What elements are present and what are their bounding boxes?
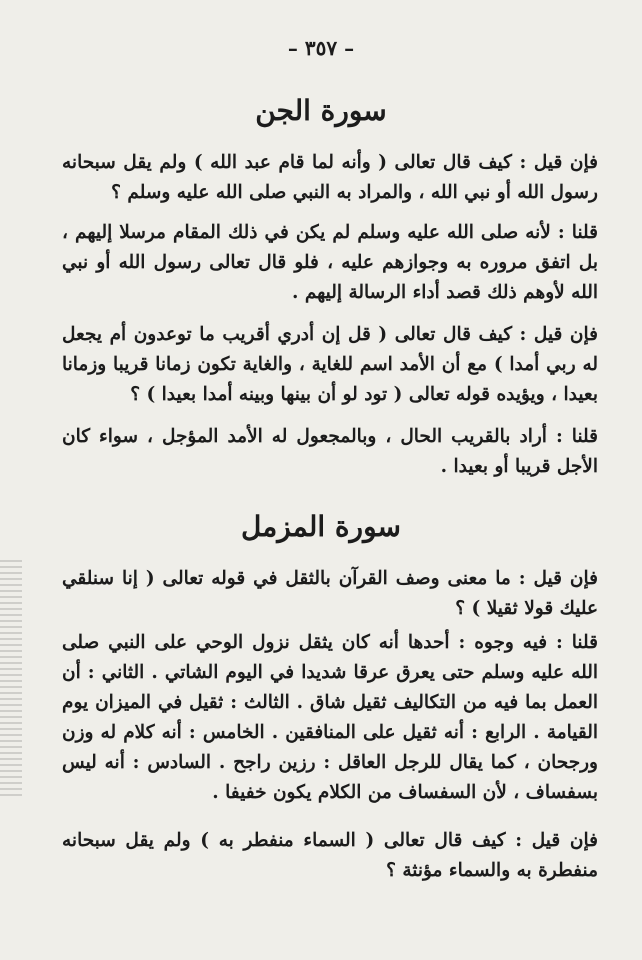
paragraph: فإن قيل : كيف قال تعالى ( السماء منفطر به ) ولم يقل سبحانه منفطرة به والسماء مؤنثة ؟ bbox=[62, 830, 598, 881]
section-title-al-muzzammil: سورة المزمل bbox=[240, 510, 401, 543]
scan-edge-noise bbox=[0, 560, 22, 800]
page-number: – ٣٥٧ – bbox=[287, 36, 355, 60]
paragraph: فإن قيل : كيف قال تعالى ( قل إن أدري أقريب ما توعدون أم يجعل له ربي أمدا ) مع أن الأمد اسم للغاية ، والغاية تكون زمانا قريبا وزمانا بعيدا ، ويؤيده قوله تعالى ( تود لو أن بينها وبينه أمدا بعيدا ) ؟ bbox=[62, 324, 598, 405]
section-title-al-jinn: سورة الجن bbox=[255, 94, 387, 127]
paragraph: فإن قيل : كيف قال تعالى ( وأنه لما قام عبد الله ) ولم يقل سبحانه رسول الله أو نبي الله ، والمراد به النبي صلى الله عليه وسلم ؟ bbox=[62, 152, 598, 203]
paragraph: قلنا : أراد بالقريب الحال ، وبالمجعول له الأمد المؤجل ، سواء كان الأجل قريبا أو بعيدا . bbox=[62, 426, 598, 477]
paragraph: فإن قيل : ما معنى وصف القرآن بالثقل في قوله تعالى ( إنا سنلقي عليك قولا ثقيلا ) ؟ bbox=[62, 568, 598, 619]
paragraph: قلنا : فيه وجوه : أحدها أنه كان يثقل نزول الوحي على النبي صلى الله عليه وسلم حتى يعرق عرقا شديدا في اليوم الشاتي . الثاني : أن العمل بما فيه من التكاليف ثقيل شاق . الثالث : ثقيل في الميزان يوم القيامة . الرابع : أنه ثقيل على المنافقين . الخامس : أنه كلام له وزن ورجحان ، كما يقال للرجل العاقل : رزين راجح . السادس : أنه ليس بسفساف ، لأن السفساف من الكلام يكون خفيفا . bbox=[62, 632, 598, 803]
paragraph: قلنا : لأنه صلى الله عليه وسلم لم يكن في ذلك المقام مرسلا إليهم ، بل اتفق مروره به وجوازهم عليه ، فلو قال تعالى رسول الله أو نبي الله لأوهم ذلك قصد أداء الرسالة إليهم . bbox=[62, 222, 598, 303]
